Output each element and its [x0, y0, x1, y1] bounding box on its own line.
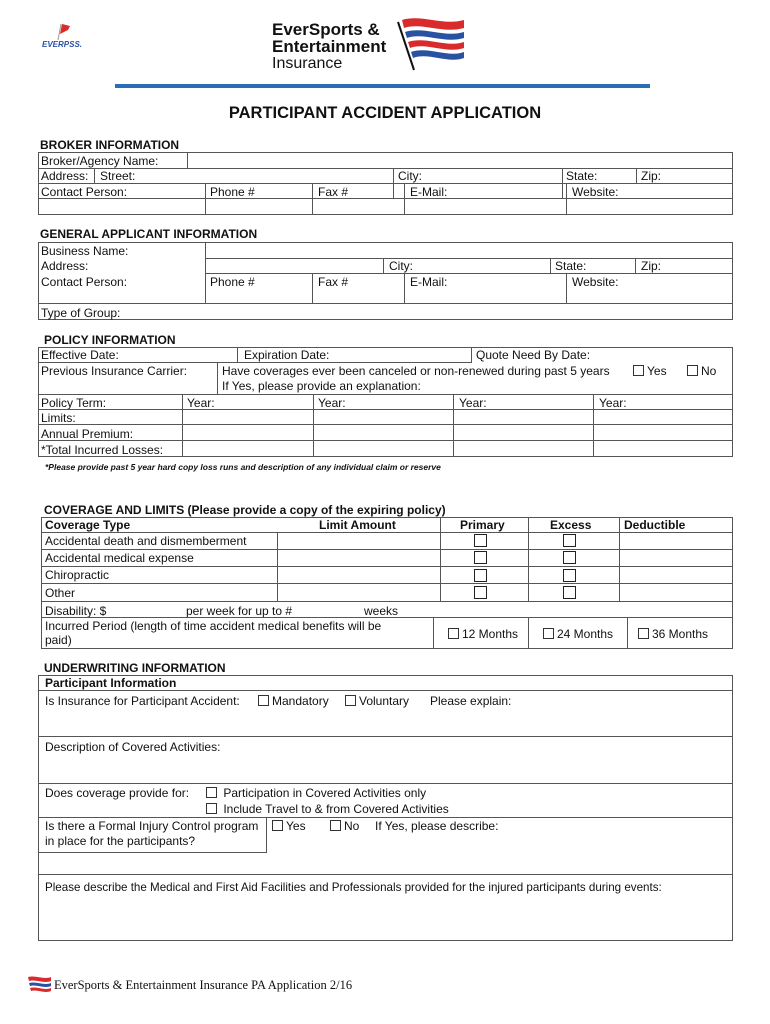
canceled-yes-checkbox[interactable]: [633, 365, 644, 376]
flag-logo-icon: [26, 975, 52, 995]
policy-expiration-label: Expiration Date:: [244, 348, 330, 362]
applicant-fax-label: Fax #: [318, 275, 349, 289]
participation-label: Participation in Covered Activities only: [223, 786, 427, 800]
policy-premium-label: Annual Premium:: [41, 427, 134, 441]
12-months-label: 12 Months: [462, 627, 519, 641]
policy-term-label: Policy Term:: [41, 396, 107, 410]
header-rule: [115, 84, 650, 88]
policy-year-1: Year:: [187, 396, 215, 410]
disability-label-c: weeks: [364, 604, 399, 618]
primary-checkbox-2[interactable]: [474, 551, 487, 564]
excess-checkbox-3[interactable]: [563, 569, 576, 582]
participant-subheading: Participant Information: [45, 676, 177, 690]
coverage-row-2: Accidental medical expense: [45, 551, 194, 565]
brand-line-3: Insurance: [272, 55, 343, 72]
policy-quote-label: Quote Need By Date:: [476, 348, 591, 362]
broker-email-label: E-Mail:: [410, 185, 448, 199]
policy-losses-label: *Total Incurred Losses:: [41, 443, 164, 457]
formal-injury-label: Is there a Formal Injury Control program in place for the participants?: [45, 819, 259, 848]
excess-checkbox-4[interactable]: [563, 586, 576, 599]
mandatory-checkbox[interactable]: [258, 695, 269, 706]
36-months-checkbox[interactable]: [638, 628, 649, 639]
small-logo-text: EVERPSS.: [42, 40, 83, 49]
coverage-row-1: Accidental death and dismemberment: [45, 534, 247, 548]
excess-checkbox-1[interactable]: [563, 534, 576, 547]
page-title: PARTICIPANT ACCIDENT APPLICATION: [228, 104, 542, 122]
primary-checkbox-3[interactable]: [474, 569, 487, 582]
formal-yes-checkbox[interactable]: [272, 820, 283, 831]
applicant-state-label: State:: [555, 259, 587, 273]
policy-heading: POLICY INFORMATION: [44, 333, 176, 347]
applicant-business-label: Business Name:: [41, 244, 129, 258]
broker-heading: BROKER INFORMATION: [40, 138, 180, 152]
broker-address-label: Address:: [41, 169, 89, 183]
brand-line-2: Entertainment: [272, 37, 387, 56]
broker-contact-label: Contact Person:: [41, 185, 128, 199]
disability-label-b: per week for up to #: [186, 604, 293, 618]
broker-agency-field[interactable]: [187, 152, 733, 169]
policy-limits-label: Limits:: [41, 411, 76, 425]
coverage-row-4: Other: [45, 586, 76, 600]
is-insurance-label: Is Insurance for Participant Accident:: [45, 694, 240, 708]
coverage-heading: COVERAGE AND LIMITS (Please provide a copy of the expiring policy): [44, 503, 446, 517]
travel-label: Include Travel to & from Covered Activities: [223, 802, 449, 816]
underwriting-heading: UNDERWRITING INFORMATION: [44, 661, 226, 675]
coverage-row-3: Chiropractic: [45, 568, 110, 582]
travel-checkbox[interactable]: [206, 803, 217, 814]
applicant-contact-label: Contact Person:: [41, 275, 128, 289]
applicant-website-label: Website:: [572, 275, 619, 289]
broker-website-label: Website:: [572, 185, 619, 199]
please-explain-label: Please explain:: [430, 694, 512, 708]
coverage-col-excess: Excess: [550, 518, 592, 532]
policy-note: *Please provide past 5 year hard copy loss runs and description of any individual claim or reserve: [45, 462, 441, 472]
excess-checkbox-2[interactable]: [563, 551, 576, 564]
primary-checkbox-1[interactable]: [474, 534, 487, 547]
policy-explain-label: If Yes, please provide an explanation:: [222, 379, 421, 393]
formal-yes-label: Yes: [286, 819, 306, 833]
36-months-label: 36 Months: [652, 627, 709, 641]
12-months-checkbox[interactable]: [448, 628, 459, 639]
participation-checkbox[interactable]: [206, 787, 217, 798]
applicant-zip-label: Zip:: [641, 259, 662, 273]
medical-facilities-label: Please describe the Medical and First Aid Facilities and Professionals provided for the injured participants during events:: [45, 881, 662, 894]
applicant-address-label: Address:: [41, 259, 89, 273]
broker-city-label: City:: [398, 169, 422, 183]
policy-effective-label: Effective Date:: [41, 348, 119, 362]
24-months-label: 24 Months: [557, 627, 614, 641]
coverage-col-type: Coverage Type: [45, 518, 131, 532]
coverage-provide-label: Does coverage provide for:: [45, 786, 190, 800]
flag-logo-icon: [392, 16, 468, 72]
brand-logo: [270, 16, 480, 76]
formal-no-checkbox[interactable]: [330, 820, 341, 831]
policy-year-3: Year:: [459, 396, 487, 410]
coverage-col-limit: Limit Amount: [319, 518, 396, 532]
24-months-checkbox[interactable]: [543, 628, 554, 639]
incurred-label: Incurred Period (length of time accident medical benefits will be paid): [45, 619, 382, 647]
voluntary-checkbox[interactable]: [345, 695, 356, 706]
applicant-phone-label: Phone #: [210, 275, 255, 289]
small-logo: [40, 20, 92, 52]
applicant-heading: GENERAL APPLICANT INFORMATION: [40, 227, 258, 241]
broker-phone-label: Phone #: [210, 185, 255, 199]
policy-prev-carrier-label: Previous Insurance Carrier:: [41, 364, 188, 378]
applicant-group-field[interactable]: [38, 303, 733, 320]
canceled-yes-label: Yes: [647, 364, 667, 378]
broker-fax-label: Fax #: [318, 185, 349, 199]
formal-describe-label: If Yes, please describe:: [375, 819, 499, 833]
coverage-col-deductible: Deductible: [624, 518, 686, 532]
footer-text: EverSports & Entertainment Insurance PA Application 2/16: [54, 978, 353, 992]
policy-year-2: Year:: [318, 396, 346, 410]
covered-activities-label: Description of Covered Activities:: [45, 740, 221, 754]
broker-state-label: State:: [566, 169, 598, 183]
policy-canceled-question: Have coverages ever been canceled or non-renewed during past 5 years: [222, 364, 610, 378]
broker-zip-label: Zip:: [641, 169, 662, 183]
disability-label-a: Disability: $: [45, 604, 107, 618]
voluntary-label: Voluntary: [359, 694, 410, 708]
coverage-col-primary: Primary: [460, 518, 505, 532]
canceled-no-label: No: [701, 364, 717, 378]
mandatory-label: Mandatory: [272, 694, 329, 708]
broker-street-label: Street:: [100, 169, 136, 183]
applicant-group-label: Type of Group:: [41, 306, 121, 320]
policy-year-4: Year:: [599, 396, 627, 410]
broker-agency-label: Broker/Agency Name:: [41, 154, 159, 168]
primary-checkbox-4[interactable]: [474, 586, 487, 599]
brand-line-1: EverSports &: [272, 20, 380, 39]
canceled-no-checkbox[interactable]: [687, 365, 698, 376]
applicant-email-label: E-Mail:: [410, 275, 448, 289]
applicant-city-label: City:: [389, 259, 413, 273]
formal-no-label: No: [344, 819, 360, 833]
